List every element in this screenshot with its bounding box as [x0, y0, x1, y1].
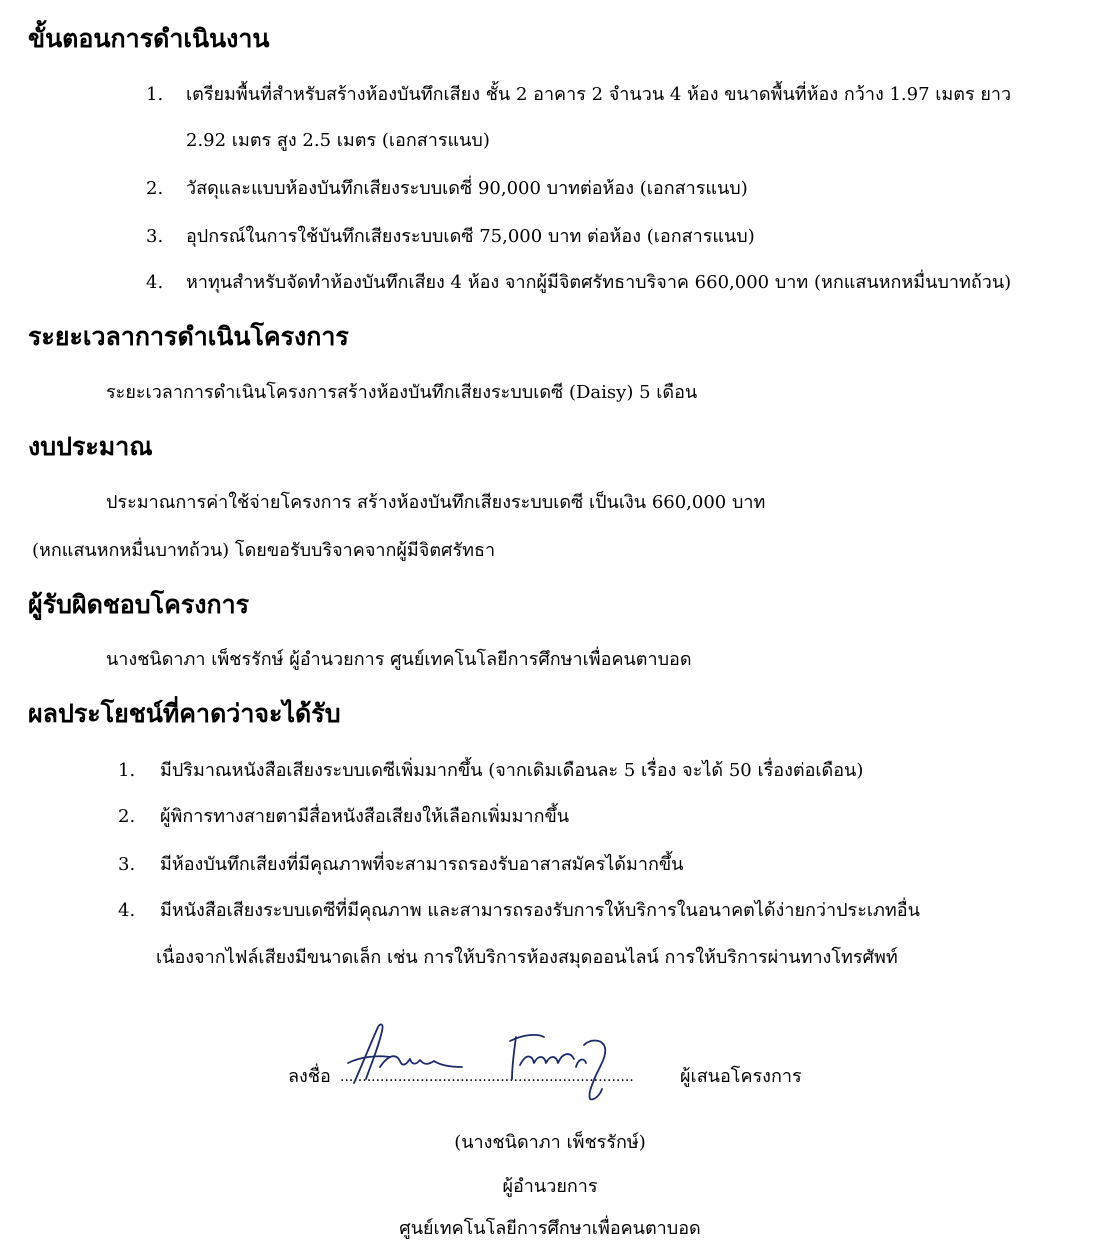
benefits-item-2-text: ผู้พิการทางสายตามีสื่อหนังสือเสียงให้เลือกเพิ่มมากขึ้น — [160, 806, 570, 827]
benefits-item-4-text-continued: เนื่องจากไฟล์เสียงมีขนาดเล็ก เช่น การให้บริการห้องสมุดออนไลน์ การให้บริการผ่านทางโทรศัพท์ — [156, 947, 898, 968]
steps-item-1-text: เตรียมพื้นที่สำหรับสร้างห้องบันทึกเสียง ชั้น 2 อาคาร 2 จำนวน 4 ห้อง ขนาดพื้นที่ห้อง กว้าง 1.97 เมตร ยาว — [186, 84, 1012, 105]
budget-text: ประมาณการค่าใช้จ่ายโครงการ สร้างห้องบันทึกเสียงระบบเดซี เป็นเงิน 660,000 บาท — [106, 492, 766, 513]
steps-item-3-text: อุปกรณ์ในการใช้บันทึกเสียงระบบเดซี 75,000 บาท ต่อห้อง (เอกสารแนบ) — [186, 226, 755, 247]
steps-item-4-number: 4. — [146, 272, 164, 293]
budget-heading: งบประมาณ — [28, 432, 153, 461]
duration-heading: ระยะเวลาการดำเนินโครงการ — [28, 322, 349, 351]
sign-label: ลงชื่อ — [288, 1066, 331, 1087]
steps-heading: ขั้นตอนการดำเนินงาน — [28, 24, 270, 53]
steps-item-4-text: หาทุนสำหรับจัดทำห้องบันทึกเสียง 4 ห้อง จากผู้มีจิตศรัทธาบริจาค 660,000 บาท (หกแสนหกหมื่นบาทถ้วน) — [186, 272, 1012, 293]
steps-item-2-number: 2. — [146, 178, 164, 199]
steps-item-2-text: วัสดุและแบบห้องบันทึกเสียงระบบเดซี่ 90,000 บาทต่อห้อง (เอกสารแนบ) — [186, 178, 748, 199]
benefits-item-4-number: 4. — [118, 900, 136, 921]
handwritten-signature — [340, 1005, 680, 1105]
responsible-text: นางชนิดาภา เพ็ชรรักษ์ ผู้อำนวยการ ศูนย์เทคโนโลยีการศึกษาเพื่อคนตาบอด — [106, 649, 692, 670]
benefits-item-3-text: มีห้องบันทึกเสียงที่มีคุณภาพที่จะสามารถรองรับอาสาสมัครได้มากขึ้น — [160, 854, 684, 875]
benefits-heading: ผลประโยชน์ที่คาดว่าจะได้รับ — [28, 699, 341, 728]
signature-dotted-line: .................................................................. — [340, 1069, 634, 1085]
signatory-position: ผู้อำนวยการ — [502, 1176, 598, 1197]
steps-item-3-number: 3. — [146, 226, 164, 247]
benefits-item-1-text: มีปริมาณหนังสือเสียงระบบเดซีเพิ่มมากขึ้น (จากเดิมเดือนละ 5 เรื่อง จะได้ 50 เรื่องต่อเดือน) — [160, 760, 864, 781]
steps-item-1-text-continued: 2.92 เมตร สูง 2.5 เมตร (เอกสารแนบ) — [186, 130, 490, 151]
benefits-item-4-text: มีหนังสือเสียงระบบเดซีที่มีคุณภาพ และสามารถรองรับการให้บริการในอนาคตได้ง่ายกว่าประเภทอื่น — [160, 900, 920, 921]
steps-item-1-number: 1. — [146, 84, 164, 105]
budget-text-continued: (หกแสนหกหมื่นบาทถ้วน) โดยขอรับบริจาคจากผู้มีจิตศรัทธา — [32, 540, 496, 561]
signatory-name: (นางชนิดาภา เพ็ชรรักษ์) — [454, 1132, 646, 1153]
duration-text: ระยะเวลาการดำเนินโครงการสร้างห้องบันทึกเสียงระบบเดซี (Daisy) 5 เดือน — [106, 382, 698, 403]
proposer-role-label: ผู้เสนอโครงการ — [680, 1066, 802, 1087]
benefits-item-2-number: 2. — [118, 806, 136, 827]
signatory-organization: ศูนย์เทคโนโลยีการศึกษาเพื่อคนตาบอด — [399, 1218, 701, 1239]
responsible-heading: ผู้รับผิดชอบโครงการ — [28, 590, 250, 619]
benefits-item-3-number: 3. — [118, 854, 136, 875]
benefits-item-1-number: 1. — [118, 760, 136, 781]
